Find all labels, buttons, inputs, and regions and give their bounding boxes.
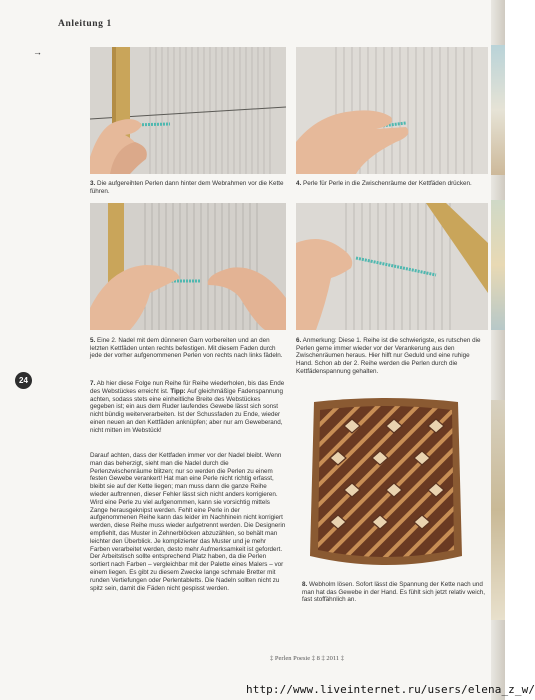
step-7-text: 7. Ab hier diese Folge nun Reihe für Reihe wiederholen, bis das Ende des Webstückes erreicht ist. Tipp: Auf gleichmäßige Fadenspannung achten, sodass stets eine einheitliche Breite des Webstückes gegeben ist; ein aus dem Ruder laufendes Gewebe lässt sich sonst nicht bündig weiterverarbeiten. Ist der Schussfaden zu Ende, wieder einen neuen an den Kettfäden anknüpfen; aber nur am Geweberand, nicht mitten im Webstück! [90, 380, 285, 434]
photo-step-4 [296, 47, 488, 174]
magazine-footer: ‡ Perlen Poesie ‡ 8 ‡ 2011 ‡ [270, 655, 344, 662]
next-page-strip [491, 45, 505, 175]
caption-step-5: 5. Eine 2. Nadel mit dem dünneren Garn vorbereiten und an den letzten Kettfäden unten rechts befestigen. Mit diesem Faden durch jede der vorher aufgenommenen Perlen von rechts nach links fädeln. [90, 337, 283, 360]
page-header: Anleitung 1 [58, 19, 112, 29]
page-number-badge: 24 [15, 372, 32, 389]
photo-step-6 [296, 203, 488, 330]
caption-step-6: 6. Anmerkung: Diese 1. Reihe ist die schwierigste, es rutschen die Perlen gerne immer wieder vor der Verankerung aus den Zwischenräumen heraus. Hier hilft nur Geduld und eine ruhige Hand. Schon ab der 2. Reihe werden die Perlen durch die Kettfädenspannung gehalten. [296, 337, 481, 375]
caption-step-3: 3. Die aufgereihten Perlen dann hinter dem Webrahmen vor die Kette führen. [90, 180, 284, 195]
beaded-pouch-photo [306, 396, 466, 572]
photo-step-5 [90, 203, 286, 330]
photo-step-3 [90, 47, 286, 174]
body-paragraph: Darauf achten, dass der Kettfaden immer vor der Nadel bleibt. Wenn man das beherzigt, sieht man die Nadel durch die Perlenzwischenräume blitzen; nur so werden die Perlen zu einem festen Gewebe verankert! Hat man eine Perle nicht richtig erfasst, bleibt sie auf der Kette liegen; man muss dann die ganze Reihe wieder auftrennen, dieser Fehler lässt sich nicht anders korrigieren. Wird eine Perle zu viel aufgenommen, kann sie vorsichtig mittels Zange herausgeknipst werden. Fehlt eine Perle in der aufgenommenen Reihe kann das leider im Nachhinein nicht korrigiert werden, diese Reihe muss wieder aufgetrennt werden. Die Designerin empfiehlt, das Muster in Zehnerblöcken abzuzählen, so behält man leichter den Überblick. Je komplizierter das Muster und je mehr Farben verarbeitet werden, desto mehr Aufmerksamkeit ist gefordert. Der Arbeitstisch sollte entsprechend Platz haben, da die Perlen sortiert nach Farben – vergleichbar mit der Palette eines Malers – vor einem liegen. Es gibt zu diesem Zwecke lange schmale Bretter mit runden Vertiefungen oder Perlentabletts. Die Nadeln sollten nicht zu spitz sein, damit die Fäden nicht gespisst werden. [90, 452, 286, 592]
caption-step-8: 8. Webholm lösen. Sofort lässt die Spannung der Kette nach und man hat das Gewebe in der Hand. Es fühlt sich jetzt relativ weich, fast stoffähnlich an. [302, 581, 486, 604]
source-url: http://www.liveinternet.ru/users/elena_z_w/ [246, 683, 535, 696]
arrow-icon: → [33, 47, 42, 57]
next-page-strip [491, 400, 505, 620]
caption-step-4: 4. Perle für Perle in die Zwischenräume der Kettfäden drücken. [296, 180, 472, 187]
next-page-strip [491, 200, 505, 330]
